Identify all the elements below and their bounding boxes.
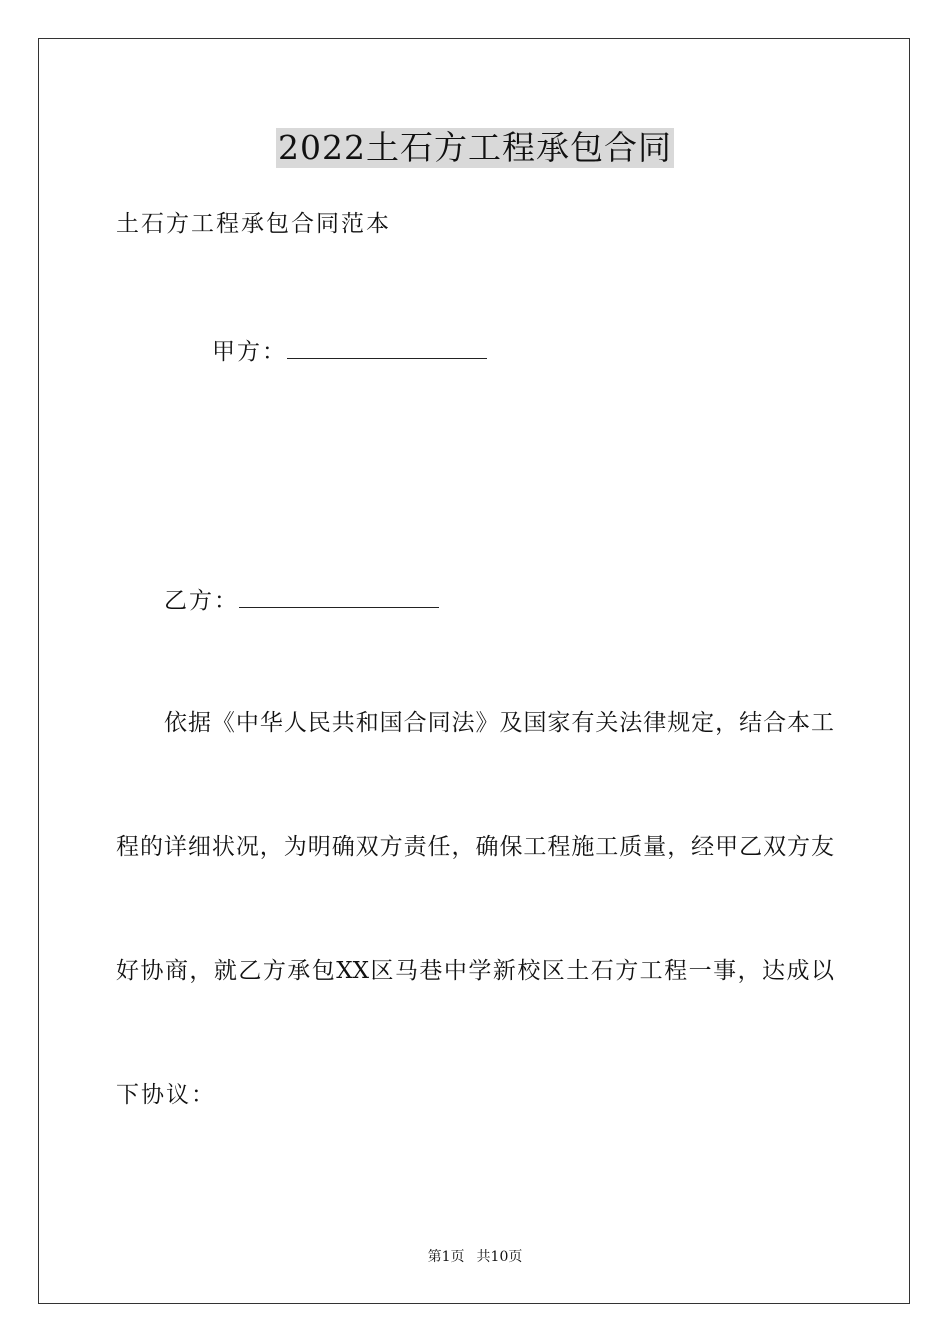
- party-a-label: 甲方：: [212, 339, 287, 365]
- document-title: [0, 128, 950, 168]
- body-paragraph-line: 下协议：: [116, 1082, 216, 1108]
- body-paragraph-line: 依据《中华人民共和国合同法》及国家有关法律规定，结合本工: [164, 710, 834, 736]
- footer-page-total: 共10页: [476, 1249, 523, 1265]
- page-footer: [0, 1248, 950, 1266]
- party-a-row: [212, 337, 487, 367]
- party-a-blank-line: [287, 338, 487, 359]
- footer-page-current: 第1页: [427, 1249, 465, 1265]
- party-b-blank-line: [239, 587, 439, 608]
- party-b-label: 乙方：: [164, 588, 239, 614]
- party-b-row: [164, 586, 439, 616]
- body-paragraph-line: 好协商，就乙方承包XX区马巷中学新校区土石方工程一事，达成以: [116, 958, 834, 984]
- document-title-text: 2022土石方工程承包合同: [278, 128, 672, 167]
- body-paragraph-line: 程的详细状况，为明确双方责任，确保工程施工质量，经甲乙双方友: [116, 834, 834, 860]
- document-subtitle: 土石方工程承包合同范本: [116, 211, 391, 237]
